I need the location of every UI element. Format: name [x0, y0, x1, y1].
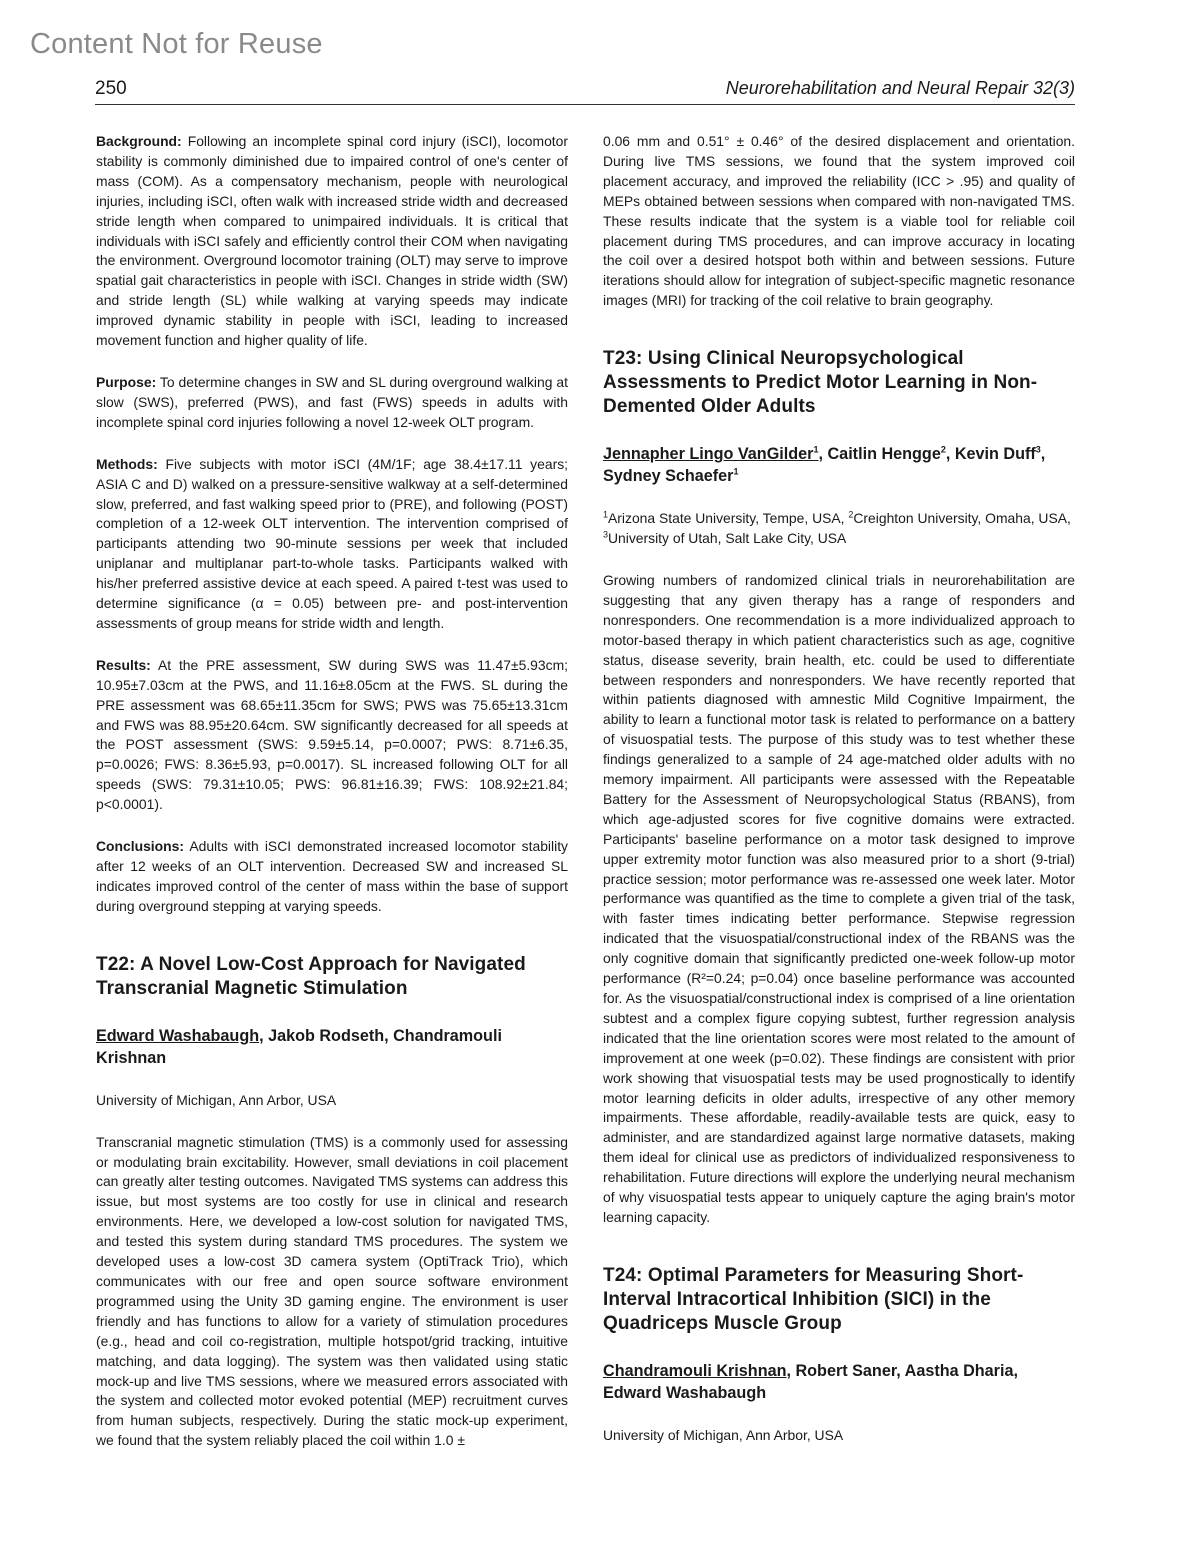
conclusions-paragraph	[96, 837, 568, 917]
t22-title: T22: A Novel Low-Cost Approach for Navigated Transcranial Magnetic Stimulation	[96, 953, 526, 999]
t24-presenter: Chandramouli Krishnan	[603, 1361, 787, 1380]
background-text: Following an incomplete spinal cord injury (iSCI), locomotor stability is commonly diminished due to impaired control of one's center of mass (COM). As a compensatory mechanism, people with neurological injuries, including iSCI, often walk with increased stride width and decreased stride length when compared to unimpaired individuals. It is critical that individuals with iSCI safely and efficiently control their COM when navigating the environment. Overground locomotor training (OLT) may serve to improve spatial gait characteristics in people with iSCI. Changes in stride width (SW) and stride length (SL) while walking at varying speeds may indicate improved dynamic stability in people with iSCI, leading to increased movement function and higher quality of life.	[96, 133, 569, 349]
t22-abstract-continued: 0.06 mm and 0.51° ± 0.46° of the desired displacement and orientation. During live TMS sessions, we found that the system improved coil placement accuracy, and improved the reliability (ICC > .95) and quality of MEPs obtained between sessions when compared with non-navigated TMS. These results indicate that the system is a viable tool for reliable coil placement during TMS procedures, and can improve accuracy in locating the coil over a desired hotspot both within and between sessions. Future iterations should allow for integration of subject-specific magnetic resonance images (MRI) for tracking of the coil relative to brain geography.	[603, 133, 1075, 309]
t22-affiliation: University of Michigan, Ann Arbor, USA	[96, 1091, 337, 1108]
t23-author-4: , Sydney Schaefer	[603, 445, 1046, 486]
t23-presenter: Jennapher Lingo VanGilder$^1$	[603, 444, 819, 464]
results-paragraph	[96, 656, 568, 815]
purpose-paragraph	[96, 373, 568, 433]
conclusions-label: Conclusions:	[96, 838, 184, 855]
t23-author-3: , Kevin Duff	[945, 445, 1036, 464]
t24-affiliation: University of Michigan, Ann Arbor, USA	[603, 1426, 844, 1443]
methods-label: Methods:	[96, 455, 158, 472]
t22-abstract: Transcranial magnetic stimulation (TMS) is a commonly used for assessing or modulating brain excitability. However, small deviations in coil placement can greatly alter testing outcomes. Navigated TMS systems can address this issue, but most systems are too costly for use in clinical and research environments. Here, we developed a low-cost solution for navigated TMS, and tested this system during standard TMS procedures. The system we developed uses a low-cost 3D camera system (OptiTrack Trio), which communicates with our free and open source software environment programmed using the Unity 3D gaming engine. The environment is user friendly and has functions to allow for a variety of stimulation procedures (e.g., head and coil co-registration, multiple hotspot/grid tracking, intuitive matching, and data logging). The system was then validated using static mock-up and live TMS sessions, where we measured errors associated with the system and collected motor evoked potential (MEP) recruitment curves from human subjects, respectively. During the static mock-up experiment, we found that the system reliably placed the coil within 1.0 ±	[96, 1133, 568, 1449]
purpose-text: To determine changes in SW and SL during overground walking at slow (SWS), preferred (PWS), and fast (FWS) speeds in adults with incomplete spinal cord injuries following a novel 12-week OLT program.	[96, 373, 568, 430]
right-column	[603, 132, 1075, 1446]
t24-coauthors: , Robert Saner, Aastha Dharia, Edward Washabaugh	[603, 1361, 1018, 1402]
watermark: Content Not for Reuse	[30, 28, 323, 60]
left-column	[96, 132, 568, 1451]
t23-affiliations: $^1$Arizona State University, Tempe, USA, $^2$Creighton University, Omaha, USA, $^3$University of Utah, Salt Lake City, USA	[603, 509, 1071, 547]
results-label: Results:	[96, 656, 151, 673]
t22-presenter: Edward Washabaugh	[96, 1026, 260, 1045]
purpose-label: Purpose:	[96, 373, 157, 390]
t22-authors	[96, 1025, 568, 1069]
background-paragraph	[96, 132, 568, 351]
t23-title: T23: Using Clinical Neuropsychological Assessments to Predict Motor Learning in Non-Demented Older Adults	[603, 348, 1038, 418]
results-text: At the PRE assessment, SW during SWS was 11.47±5.93cm; 10.95±7.03cm at the PWS, and 11.16±8.05cm at the FWS. SL during the PRE assessment was 68.65±11.35cm for SWS; PWS was 75.65±13.31cm and FWS was 88.95±20.64cm. SW significantly decreased for all speeds at the POST assessment (SWS: 9.59±5.14, p=0.0007; PWS: 8.71±6.35, p=0.0026; FWS: 8.36±5.93, p=0.0017). SL increased following OLT for all speeds (SWS: 79.31±10.05; PWS: 96.81±16.39; FWS: 108.92±21.84; p<0.0001).	[96, 656, 569, 813]
journal-reference: Neurorehabilitation and Neural Repair 32(3)	[725, 78, 1075, 98]
t23-authors: Jennapher Lingo VanGilder$^1$, Caitlin Hengge$^2$, Kevin Duff$^3$, Sydney Schaefer$^1$	[603, 444, 1046, 486]
t24-authors	[603, 1360, 1075, 1404]
conclusions-text: Adults with iSCI demonstrated increased locomotor stability after 12 weeks of an OLT intervention. Decreased SW and increased SL indicates improved control of the center of mass within the base of support during overground stepping at varying speeds.	[96, 838, 568, 914]
running-head	[95, 78, 1075, 105]
t23-abstract: Growing numbers of randomized clinical trials in neurorehabilitation are suggesting that any given therapy has a range of responders and nonresponders. One recommendation is a more individualized approach to motor-based therapy in which patient characteristics such as age, cognitive status, disease severity, brain health, etc. could be used to differentiate between responders and nonresponders. We have recently reported that within patients diagnosed with amnestic Mild Cognitive Impairment, the ability to learn a functional motor task is related to performance on a battery of visuospatial tests. The purpose of this study was to test whether these findings generalized to a sample of 24 age-matched older adults with no memory impairment. All participants were assessed with the Repeatable Battery for the Assessment of Neuropsychological Status (RBANS), from which age-adjusted scores for five cognitive domains were extracted. Participants' baseline performance on a motor task designed to improve upper extremity motor function was also measured prior to a short (9-trial) practice session; motor performance was re-assessed one week later. Motor performance was quantified as the time to complete a given trial of the task, with faster times indicating better performance. Stepwise regression indicated that the visuospatial/constructional index of the RBANS was the only cognitive domain that significantly predicted one-week follow-up motor performance (R²=0.24; p=0.04) once baseline performance was accounted for. As the visuospatial/constructional index is comprised of a line orientation subtest and a complex figure copying subtest, further regression analysis indicated that the line orientation scores were most related to the amount of improvement at one week (p=0.02). These findings are consistent with prior work showing that visuospatial tests may be used prognostically to identify motor learning deficits in older adults, irrespective of any other memory impairments. These affordable, readily-available tests are quick, easy to administer, and are standardized against large normative datasets, making them ideal for clinical use as predictors of individualized responsiveness to rehabilitation. Future directions will explore the underlying neural mechanism of why visuospatial tests appear to uniquely capture the aging brain's motor learning capacity.	[603, 571, 1075, 1225]
page-number: 250	[95, 78, 127, 99]
t23-author-2: , Caitlin Hengge	[818, 445, 941, 464]
t24-title: T24: Optimal Parameters for Measuring Short-Interval Intracortical Inhibition (SICI) in the Quadriceps Muscle Group	[603, 1264, 1024, 1334]
t22-coauthors: , Jakob Rodseth, Chandramouli Krishnan	[96, 1026, 502, 1067]
methods-paragraph	[96, 455, 568, 634]
background-label: Background:	[96, 133, 182, 149]
methods-text: Five subjects with motor iSCI (4M/1F; age 38.4±17.11 years; ASIA C and D) walked on a pressure-sensitive walkway at a self-determined slow, preferred, and fast walking speed prior to (PRE), and following (POST) completion of a 12-week OLT intervention. The intervention comprised of participants attending two 90-minute sessions per week that included uniplanar and multiplanar part-to-whole tasks. Participants walked with his/her preferred assistive device at each speed. A paired t-test was used to determine significance (α = 0.05) between pre- and post-intervention assessments of group means for stride width and length.	[96, 455, 569, 631]
